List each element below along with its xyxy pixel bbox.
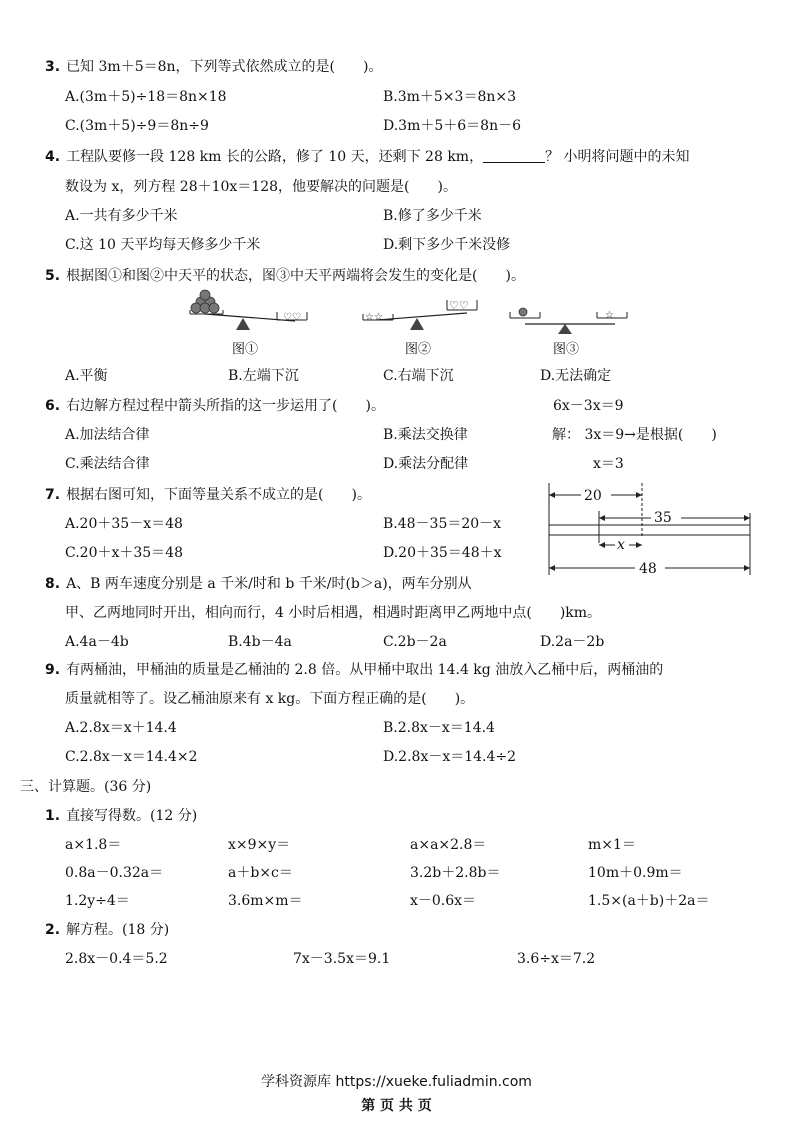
q9-stem-line1: 9. 有两桶油，甲桶油的质量是乙桶油的 2.8 倍。从甲桶中取出 14.4 kg 油放入乙桶中后，两桶油的 — [45, 662, 664, 678]
equation-item: 3.6÷x＝7.2 — [517, 951, 596, 967]
calc-item: a＋b×c＝ — [228, 865, 293, 881]
svg-text:♡♡: ♡♡ — [283, 312, 301, 323]
q3-option-c: C.(3m＋5)÷9＝8n÷9 — [65, 118, 209, 134]
answer-blank — [483, 148, 545, 163]
q5-option-b: B.左端下沉 — [228, 368, 299, 384]
calc-item: 3.2b＋2.8b＝ — [410, 865, 501, 881]
part-2-title: 2. 解方程。(18 分) — [45, 922, 170, 938]
q6-option-a: A.加法结合律 — [65, 427, 150, 443]
part-1-title: 1. 直接写得数。(12 分) — [45, 808, 198, 824]
q5-option-d: D.无法确定 — [540, 368, 612, 384]
calc-item: 3.6m×m＝ — [228, 893, 303, 909]
balance-figure-2 — [355, 290, 485, 335]
q5-stem: 5. 根据图①和图②中天平的状态，图③中天平两端将会发生的变化是( )。 — [45, 268, 525, 284]
label-48: 48 — [639, 561, 657, 577]
q5-option-a: A.平衡 — [65, 368, 108, 384]
q8-option-d: D.2a－2b — [540, 634, 605, 650]
q3-option-a: A.(3m＋5)÷18＝8n×18 — [65, 89, 227, 105]
fig2-caption: 图② — [405, 342, 432, 357]
q4-stem-line2: 数设为 x，列方程 28＋10x＝128，他要解决的问题是( )。 — [65, 179, 457, 195]
arrow-icon: →是根据( ) — [624, 427, 717, 443]
equation-item: 7x－3.5x＝9.1 — [293, 951, 391, 967]
calc-item: m×1＝ — [588, 837, 636, 853]
q4-option-a: A.一共有多少千米 — [65, 208, 178, 224]
calc-item: a×1.8＝ — [65, 837, 122, 853]
calc-item: 10m＋0.9m＝ — [588, 865, 683, 881]
calc-item: 0.8a－0.32a＝ — [65, 865, 164, 881]
fig3-caption: 图③ — [553, 342, 580, 357]
q7-option-a: A.20＋35－x＝48 — [65, 516, 183, 532]
q4-option-c: C.这 10 天平均每天修多少千米 — [65, 237, 261, 253]
svg-text:♡♡: ♡♡ — [449, 299, 469, 312]
q4-stem-line1: 4. 工程队要修一段 128 km 长的公路，修了 10 天，还剩下 28 km， ？ 小明将问题中的未知 — [45, 149, 690, 165]
q8-option-b: B.4b－4a — [228, 634, 292, 650]
q3-option-d: D.3m＋5＋6＝8n－6 — [383, 118, 522, 134]
balance-figure-3 — [505, 302, 635, 342]
q8-stem-line1: 8. A、B 两车速度分别是 a 千米/时和 b 千米/时(b＞a)，两车分别从 — [45, 576, 472, 592]
q6-option-b: B.乘法交换律 — [383, 427, 468, 443]
q7-stem: 7. 根据右图可知，下面等量关系不成立的是( )。 — [45, 487, 371, 503]
calc-item: x－0.6x＝ — [410, 893, 477, 909]
label-20: 20 — [584, 488, 602, 504]
q5-option-c: C.右端下沉 — [383, 368, 454, 384]
q6-equation-line1: 6x－3x＝9 — [553, 398, 624, 414]
source-footer: 学科资源库 https://xueke.fuliadmin.com — [261, 1074, 532, 1090]
svg-text:☆☆: ☆☆ — [365, 312, 383, 323]
q7-option-d: D.20＋35＝48＋x — [383, 545, 502, 561]
q4-option-d: D.剩下多少千米没修 — [383, 237, 511, 253]
q3-option-b: B.3m＋5×3＝8n×3 — [383, 89, 517, 105]
svg-text:☆: ☆ — [605, 310, 614, 321]
section-3-title: 三、计算题。(36 分) — [20, 779, 152, 795]
q6-equation-line2: 解： 3x＝9→是根据( ) — [552, 427, 717, 443]
label-x: x — [617, 537, 625, 553]
q6-option-c: C.乘法结合律 — [65, 456, 150, 472]
q3-stem: 3. 已知 3m＋5＝8n，下列等式依然成立的是( )。 — [45, 59, 383, 75]
q8-stem-line2: 甲、乙两地同时开出，相向而行，4 小时后相遇，相遇时距离甲乙两地中点( )km。 — [65, 605, 602, 621]
q9-option-c: C.2.8x－x＝14.4×2 — [65, 749, 198, 765]
q9-stem-line2: 质量就相等了。设乙桶油原来有 x kg。下面方程正确的是( )。 — [65, 691, 475, 707]
q9-option-d: D.2.8x－x＝14.4÷2 — [383, 749, 517, 765]
q4-option-b: B.修了多少千米 — [383, 208, 482, 224]
q9-option-b: B.2.8x－x＝14.4 — [383, 720, 495, 736]
equation-item: 2.8x－0.4＝5.2 — [65, 951, 168, 967]
q6-stem: 6. 右边解方程过程中箭头所指的这一步运用了( )。 — [45, 398, 385, 414]
balance-figure-1 — [185, 290, 315, 335]
calc-item: 1.2y÷4＝ — [65, 893, 130, 909]
calc-item: x×9×y＝ — [228, 837, 291, 853]
q7-option-c: C.20＋x＋35＝48 — [65, 545, 184, 561]
fig1-caption: 图① — [232, 342, 259, 357]
q7-option-b: B.48－35＝20－x — [383, 516, 502, 532]
q9-option-a: A.2.8x＝x＋14.4 — [65, 720, 177, 736]
q8-option-c: C.2b－2a — [383, 634, 447, 650]
calc-item: 1.5×(a＋b)＋2a＝ — [588, 893, 710, 909]
label-35: 35 — [654, 510, 672, 526]
page-number: 第 页 共 页 — [361, 1098, 432, 1114]
q8-option-a: A.4a－4b — [65, 634, 129, 650]
q6-option-d: D.乘法分配律 — [383, 456, 469, 472]
calc-item: a×a×2.8＝ — [410, 837, 487, 853]
q6-equation-line3: x＝3 — [593, 456, 624, 472]
